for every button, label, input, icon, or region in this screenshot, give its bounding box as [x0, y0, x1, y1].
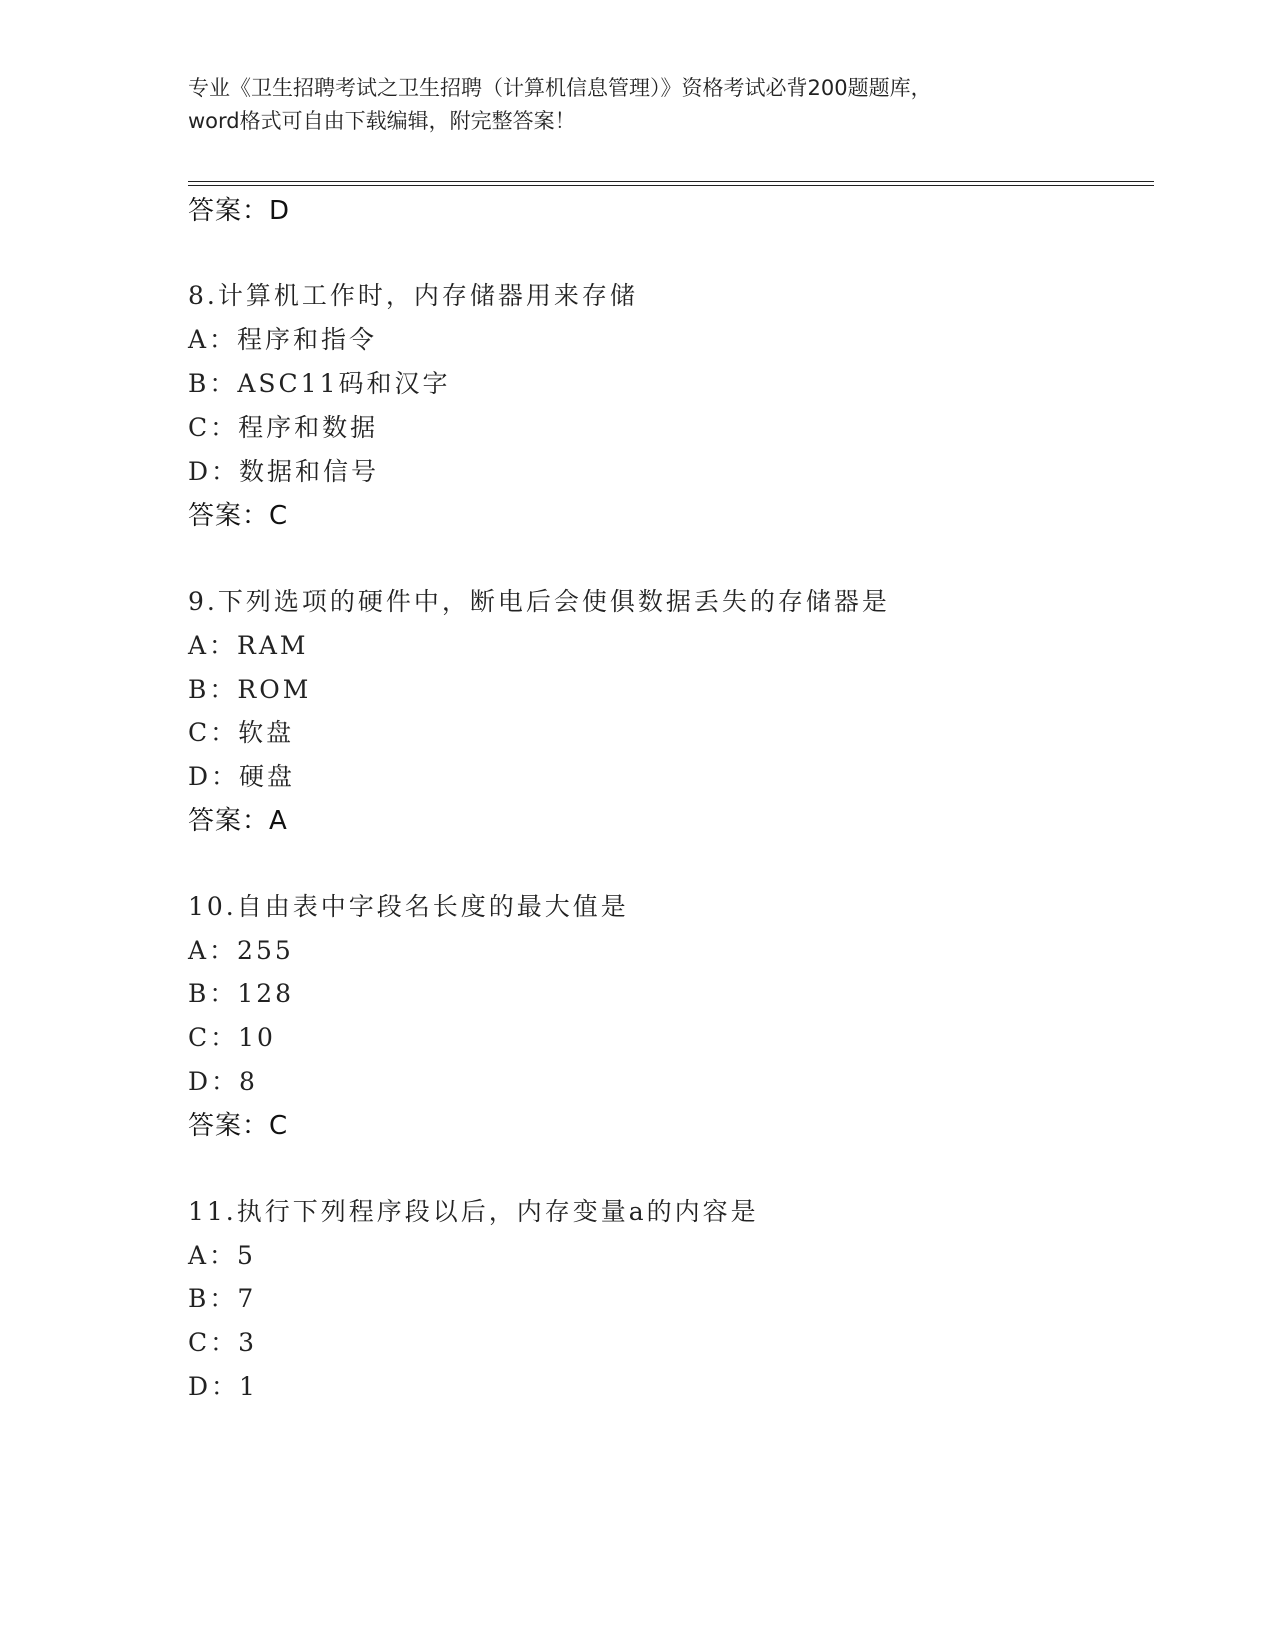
option-c: C：3 [188, 1328, 258, 1357]
option-c: C：软盘 [188, 718, 295, 747]
option-a: A：程序和指令 [188, 325, 378, 354]
header-title-line-1: 专业《卫生招聘考试之卫生招聘（计算机信息管理）》资格考试必背200题题库， [188, 76, 932, 100]
option-b: B：ASC11码和汉字 [188, 369, 451, 398]
option-b: B：128 [188, 979, 295, 1008]
option-d: D：数据和信号 [188, 457, 380, 486]
question-stem: 9.下列选项的硬件中，断电后会使俱数据丢失的存储器是 [188, 587, 890, 616]
option-d: D：硬盘 [188, 762, 296, 791]
option-c: C：10 [188, 1023, 276, 1052]
document-header [188, 72, 1088, 138]
question-stem: 11.执行下列程序段以后，内存变量a的内容是 [188, 1197, 759, 1226]
option-a: A：5 [188, 1241, 256, 1270]
header-divider-bottom [188, 185, 1154, 186]
option-b: B：ROM [188, 675, 312, 704]
answer-previous: 答案：D [188, 196, 291, 226]
header-divider-top [188, 181, 1154, 182]
header-title-line-2: word格式可自由下载编辑，附完整答案！ [188, 109, 576, 133]
answer: 答案：C [188, 501, 289, 531]
option-d: D：8 [188, 1067, 258, 1096]
answer: 答案：C [188, 1111, 289, 1141]
option-c: C：程序和数据 [188, 413, 379, 442]
option-a: A：255 [188, 936, 294, 965]
option-b: B：7 [188, 1284, 257, 1313]
question-stem: 8.计算机工作时，内存储器用来存储 [188, 281, 638, 310]
option-a: A：RAM [188, 631, 309, 660]
question-stem: 10.自由表中字段名长度的最大值是 [188, 892, 629, 921]
answer: 答案：A [188, 806, 288, 836]
option-d: D：1 [188, 1372, 258, 1401]
